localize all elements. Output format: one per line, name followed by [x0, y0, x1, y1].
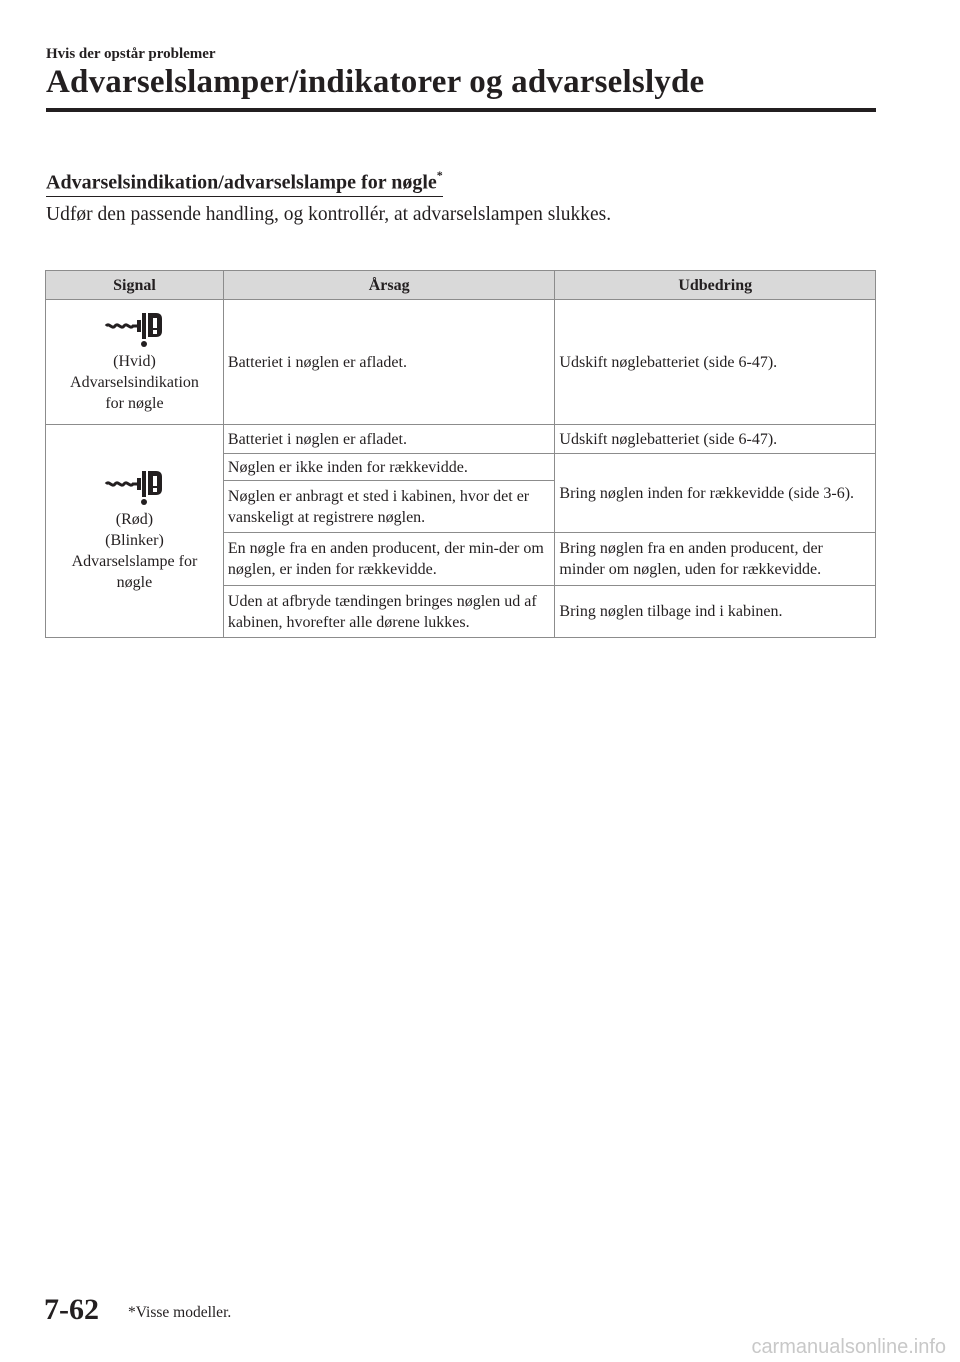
table-row — [46, 300, 876, 425]
signal-cell-red — [46, 425, 224, 638]
footnote: *Visse modeller. — [128, 1304, 232, 1321]
signal-cell-white — [46, 300, 224, 425]
key-warning-icon — [104, 311, 164, 347]
subheading — [46, 165, 443, 197]
signal-name-line: for nøgle — [105, 394, 164, 412]
signal-name-line: Advarselsindikation — [70, 373, 199, 391]
table-header-row — [46, 271, 876, 300]
intro-text: Udfør den passende handling, og kontrollér, at advarselslampen slukkes. — [46, 204, 612, 225]
remedy-cell: Udskift nøglebatteriet (side 6-47). — [555, 425, 876, 454]
signal-name-line: Advarselslampe for — [71, 553, 198, 570]
cause-cell: Nøglen er anbragt et sted i kabinen, hvor det er vanskeligt at registrere nøglen. — [223, 481, 555, 533]
title-divider — [46, 108, 876, 112]
signal-name-line: nøgle — [116, 574, 153, 591]
subheading-asterisk: * — [436, 168, 443, 182]
page-title: Advarselslamper/indikatorer og advarselslyde — [46, 64, 705, 100]
header-cause: Årsag — [223, 271, 555, 300]
watermark: carmanualsonline.info — [751, 1336, 946, 1358]
cause-cell: Uden at afbryde tændingen bringes nøglen ud af kabinen, hvorefter alle dørene lukkes. — [223, 586, 555, 638]
remedy-cell: Udskift nøglebatteriet (side 6-47). — [555, 300, 876, 425]
cause-cell: Batteriet i nøglen er afladet. — [223, 425, 555, 454]
cause-cell: Nøglen er ikke inden for rækkevidde. — [223, 454, 555, 481]
header-signal: Signal — [46, 271, 224, 300]
signal-color: (Hvid) — [113, 352, 156, 370]
warning-table — [45, 270, 876, 638]
signal-color: (Rød) — [115, 511, 154, 528]
cause-cell: En nøgle fra en anden producent, der min-der om nøglen, er inden for rækkevidde. — [223, 533, 555, 586]
page-number: 7-62 — [44, 1293, 99, 1326]
subheading-text: Advarselsindikation/advarselslampe for nøgle — [46, 171, 437, 194]
remedy-cell: Bring nøglen fra en anden producent, der minder om nøglen, uden for rækkevidde. — [555, 533, 876, 586]
section-label: Hvis der opstår problemer — [46, 46, 216, 62]
cause-cell: Batteriet i nøglen er afladet. — [223, 300, 555, 425]
remedy-cell: Bring nøglen tilbage ind i kabinen. — [555, 586, 876, 638]
signal-state: (Blinker) — [105, 532, 164, 549]
remedy-cell: Bring nøglen inden for rækkevidde (side 3-6). — [555, 454, 876, 533]
key-warning-icon — [104, 469, 164, 505]
header-remedy: Udbedring — [555, 271, 876, 300]
table-row — [46, 425, 876, 454]
